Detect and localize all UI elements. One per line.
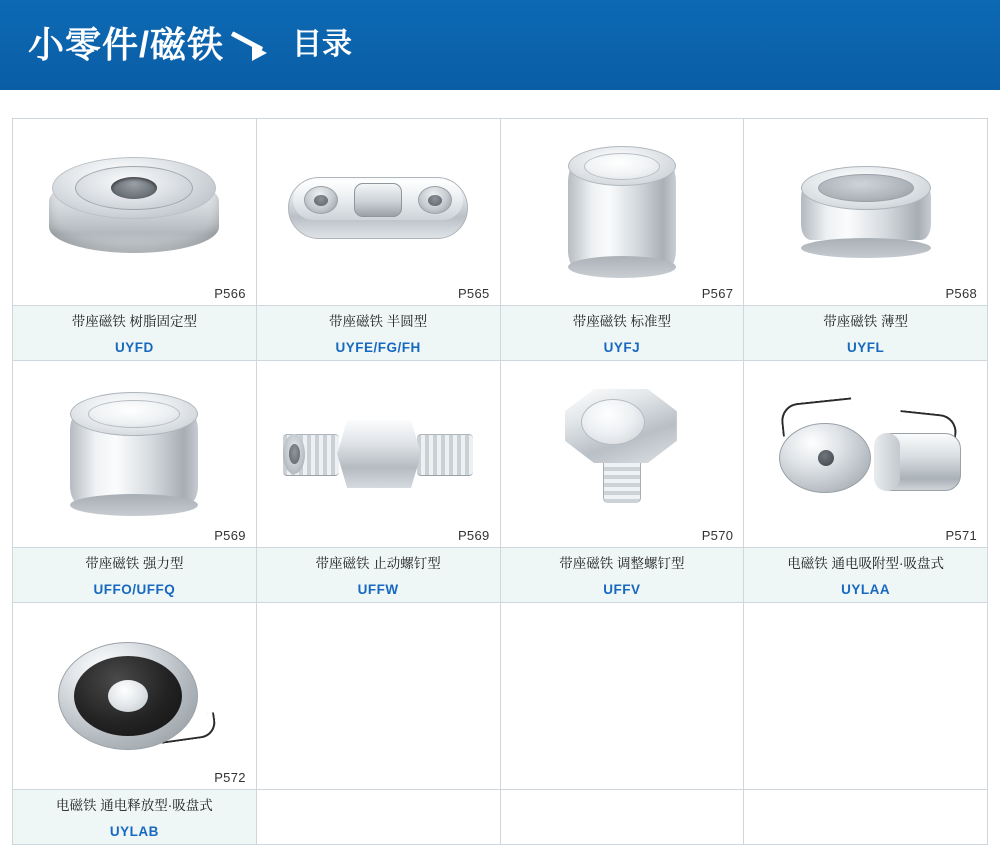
product-name: 带座磁铁 强力型 <box>13 547 256 576</box>
product-code[interactable]: UFFV <box>501 576 744 602</box>
page-number: P572 <box>214 770 246 785</box>
product-image-threaded-set-screw-magnet <box>257 361 500 547</box>
catalog-item-uffv[interactable] <box>501 361 745 603</box>
product-name: 带座磁铁 树脂固定型 <box>13 305 256 334</box>
product-code-placeholder <box>501 818 744 844</box>
catalog-item-uyfd[interactable] <box>13 119 257 361</box>
standard-cylindrical-pot-magnet-icon <box>568 146 676 278</box>
product-image-placeholder <box>744 603 987 789</box>
page-number: P566 <box>214 286 246 301</box>
page-title: 小零件/磁铁 <box>28 24 225 65</box>
page-number: P567 <box>701 286 734 301</box>
product-name-placeholder <box>257 789 500 818</box>
catalog-item-uyfl[interactable] <box>744 119 988 361</box>
catalog-row <box>13 603 988 845</box>
hex-head-adjusting-screw-magnet-icon <box>547 389 697 519</box>
catalog-grid <box>12 118 988 845</box>
catalog-item-uffw[interactable] <box>257 361 501 603</box>
product-image-standard-cylindrical-pot-magnet <box>501 119 744 305</box>
product-code[interactable]: UYLAB <box>13 818 256 844</box>
product-code[interactable]: UFFO/UFFQ <box>13 576 256 602</box>
product-name: 带座磁铁 薄型 <box>744 305 987 334</box>
product-name: 电磁铁 通电释放型·吸盘式 <box>13 789 256 818</box>
catalog-item-uylaa[interactable] <box>744 361 988 603</box>
product-code[interactable]: UYFJ <box>501 334 744 360</box>
page-subtitle: 目录 <box>292 28 353 61</box>
catalog-item-empty <box>257 603 501 845</box>
electromagnet-pair-with-leads-icon <box>771 395 961 513</box>
product-name: 带座磁铁 半圆型 <box>257 305 500 334</box>
product-name: 带座磁铁 标准型 <box>501 305 744 334</box>
page-number: P570 <box>701 528 734 543</box>
product-code[interactable]: UFFW <box>257 576 500 602</box>
catalog-item-empty <box>501 603 745 845</box>
catalog-item-uylab[interactable] <box>13 603 257 845</box>
catalog-sheet <box>0 90 1000 845</box>
product-name-placeholder <box>744 789 987 818</box>
product-name: 电磁铁 通电吸附型·吸盘式 <box>744 547 987 576</box>
product-code-placeholder <box>257 818 500 844</box>
strong-pot-magnet-icon <box>70 392 198 516</box>
oval-double-counterbore-magnet-icon <box>288 169 468 255</box>
thin-pot-magnet-icon <box>801 166 931 258</box>
catalog-item-uffo-uffq[interactable] <box>13 361 257 603</box>
product-image-black-face-holding-electromagnet <box>13 603 256 789</box>
catalog-item-uyfe-fg-fh[interactable] <box>257 119 501 361</box>
product-image-thin-pot-magnet <box>744 119 987 305</box>
page-number: P569 <box>214 528 246 543</box>
page-number: P565 <box>457 286 490 301</box>
product-image-electromagnet-pair-with-leads <box>744 361 987 547</box>
catalog-item-uyfj[interactable] <box>501 119 745 361</box>
product-image-oval-double-counterbore-magnet <box>257 119 500 305</box>
product-image-round-pot-magnet-resin <box>13 119 256 305</box>
product-name-placeholder <box>501 789 744 818</box>
product-name: 带座磁铁 止动螺钉型 <box>257 547 500 576</box>
product-code-placeholder <box>744 818 987 844</box>
threaded-set-screw-magnet-icon <box>283 408 473 500</box>
catalog-row <box>13 361 988 603</box>
product-image-strong-pot-magnet <box>13 361 256 547</box>
product-code[interactable]: UYFL <box>744 334 987 360</box>
round-pot-magnet-resin-icon <box>49 157 219 267</box>
catalog-item-empty <box>744 603 988 845</box>
page-number: P569 <box>457 528 490 543</box>
product-code[interactable]: UYFD <box>13 334 256 360</box>
product-name: 带座磁铁 调整螺钉型 <box>501 547 744 576</box>
catalog-row <box>13 119 988 361</box>
product-image-placeholder <box>257 603 500 789</box>
page-header <box>0 0 1000 90</box>
product-image-hex-head-adjusting-screw-magnet <box>501 361 744 547</box>
page-number: P568 <box>945 286 977 301</box>
page-number: P571 <box>945 528 977 543</box>
product-code[interactable]: UYFE/FG/FH <box>257 334 500 360</box>
black-face-holding-electromagnet-icon <box>58 636 210 756</box>
product-image-placeholder <box>501 603 744 789</box>
product-code[interactable]: UYLAA <box>744 576 987 602</box>
play-arrow-icon <box>230 25 290 65</box>
